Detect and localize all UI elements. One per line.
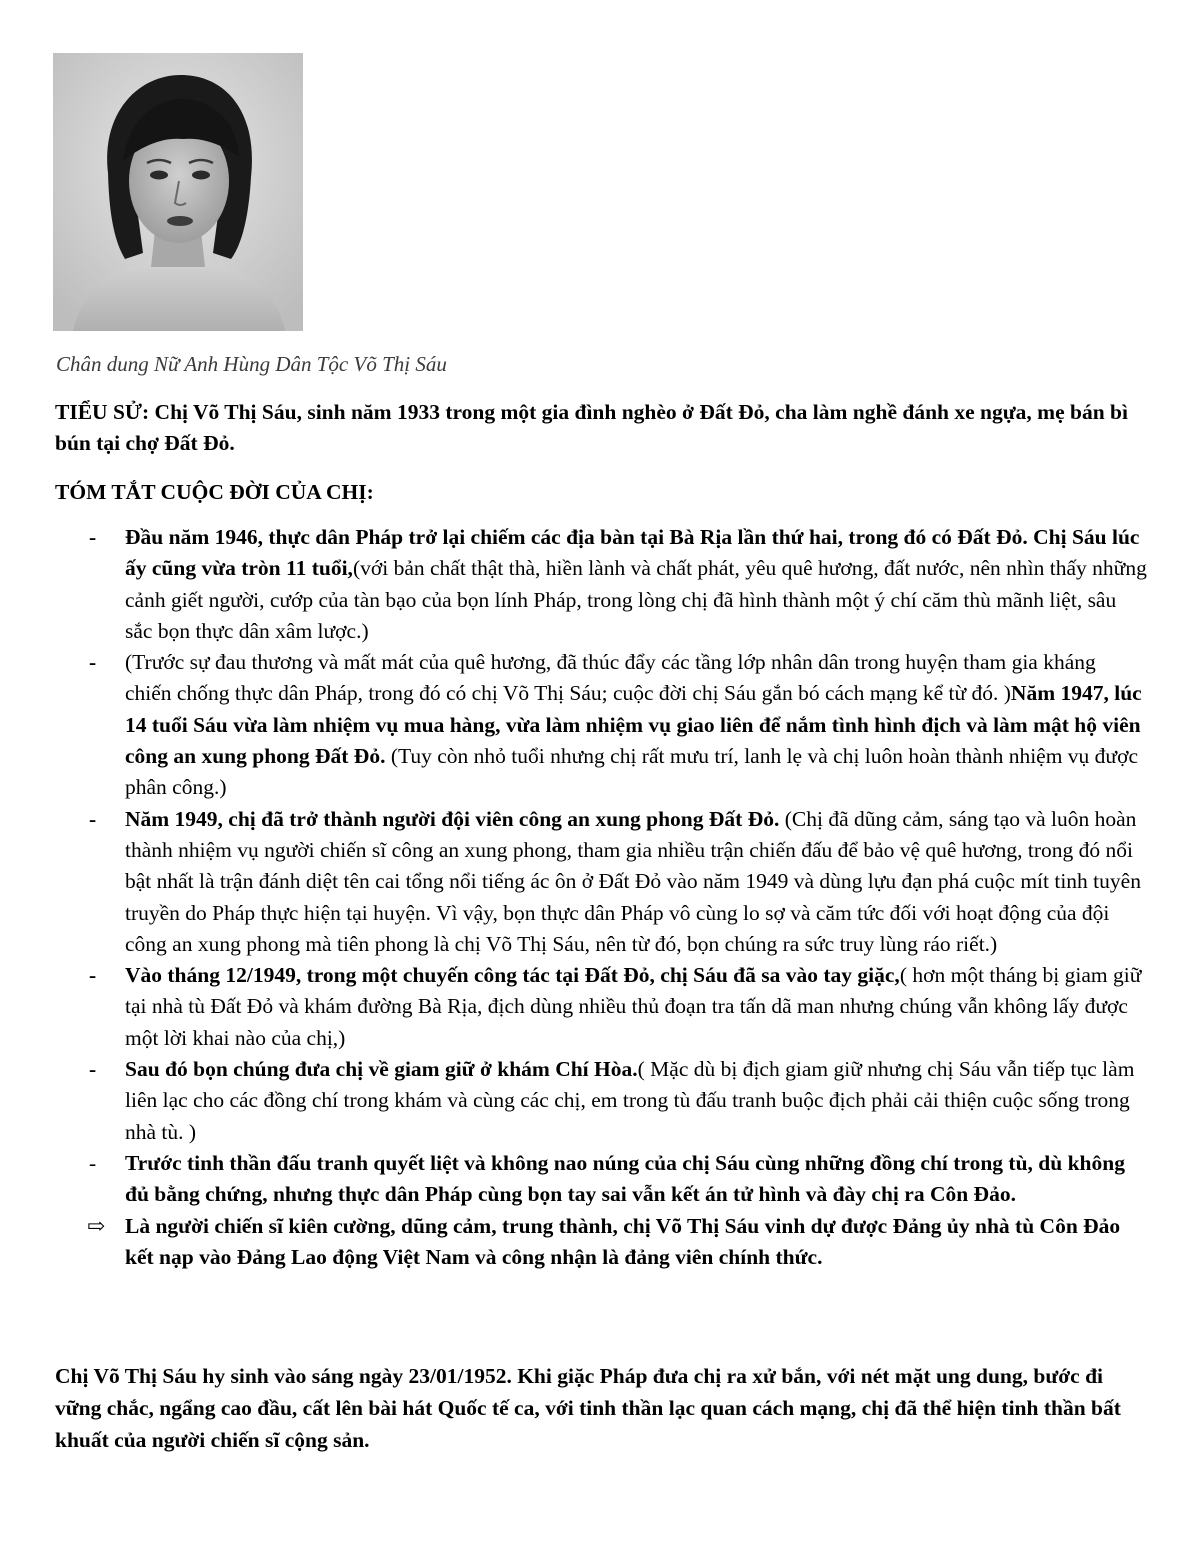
event-lead: Năm 1947, lúc 14 tuổi Sáu vừa làm nhiệm vụ mua hàng, vừa làm nhiệm vụ giao liên để nắm tình hình địch và làm mật hộ viên công an xung phong Đất Đỏ.: [125, 681, 1142, 769]
event-lead: Là người chiến sĩ kiên cường, dũng cảm, trung thành, chị Võ Thị Sáu vinh dự được Đảng ủy nhà tù Côn Đảo kết nạp vào Đảng Lao động Việt Nam và công nhận là đảng viên chính thức.: [125, 1213, 1121, 1269]
event-lead: Vào tháng 12/1949, trong một chuyến công tác tại Đất Đỏ, chị Sáu đã sa vào tay giặc,: [125, 963, 900, 988]
list-item: [85, 804, 1147, 960]
event-lead: Trước tinh thần đấu tranh quyết liệt và không nao núng của chị Sáu cùng những đồng chí trong tù, dù không đủ bằng chứng, nhưng thực dân Pháp cùng bọn tay sai vẫn kết án tử hình và đày chị ra Côn Đảo.: [125, 1150, 1125, 1207]
event-intro: (Trước sự đau thương và mất mát của quê hương, đã thúc đẩy các tầng lớp nhân dân trong huyện tham gia kháng chiến chống thực dân Pháp, trong đó có chị Võ Thị Sáu; cuộc đời chị Sáu gắn bó cách mạng kể từ đó. ): [125, 650, 1096, 706]
bullet-dash: -: [89, 963, 97, 988]
bullet-dash: -: [89, 1057, 97, 1082]
arrow-right-icon: ⇨: [87, 1213, 106, 1238]
bullet-dash: -: [89, 525, 97, 549]
bullet-dash: -: [89, 1150, 97, 1175]
life-events-list: [85, 522, 1147, 1273]
closing-paragraph: Chị Võ Thị Sáu hy sinh vào sáng ngày 23/01/1952. Khi giặc Pháp đưa chị ra xử bắn, với nét mặt ung dung, bước đi vững chắc, ngẩng cao đầu, cất lên bài hát Quốc tế ca, với tinh thần lạc quan cách mạng, chị đã thể hiện tinh thần bất khuất của người chiến sĩ cộng sản.: [55, 1364, 1121, 1452]
list-item: [85, 647, 1147, 803]
portrait-photo: [53, 53, 303, 331]
event-detail: (Tuy còn nhỏ tuổi nhưng chị rất mưu trí, lanh lẹ và chị luôn hoàn thành nhiệm vụ được phân công.): [125, 744, 1139, 800]
event-lead: Đầu năm 1946, thực dân Pháp trở lại chiếm các địa bàn tại Bà Rịa lần thứ hai, trong đó có Đất Đỏ. Chị Sáu lúc ấy cũng vừa tròn 11 tuổi,: [125, 525, 1140, 581]
list-item: [85, 1211, 1147, 1274]
bullet-dash: -: [89, 806, 97, 831]
summary-heading: TÓM TẮT CUỘC ĐỜI CỦA CHỊ:: [55, 480, 374, 504]
list-item: [85, 960, 1147, 1054]
biography-paragraph: TIỂU SỬ: Chị Võ Thị Sáu, sinh năm 1933 trong một gia đình nghèo ở Đất Đỏ, cha làm nghề đánh xe ngựa, mẹ bán bì bún tại chợ Đất Đỏ.: [55, 400, 1128, 455]
portrait-caption: Chân dung Nữ Anh Hùng Dân Tộc Võ Thị Sáu: [56, 352, 447, 376]
event-detail: ( Mặc dù bị địch giam giữ nhưng chị Sáu vẫn tiếp tục làm liên lạc cho các đồng chí trong khám và cùng các chị, em trong tù đấu tranh buộc địch phải cải thiện cuộc sống trong nhà tù. ): [125, 1057, 1135, 1144]
list-item: [85, 1054, 1147, 1148]
event-detail: ( hơn một tháng bị giam giữ tại nhà tù Đất Đỏ và khám đường Bà Rịa, địch dùng nhiều thủ đoạn tra tấn dã man nhưng chúng vẫn không lấy được một lời khai nào của chị,): [125, 963, 1142, 1050]
list-item: [85, 522, 1147, 647]
event-detail: (Chị đã dũng cảm, sáng tạo và luôn hoàn thành nhiệm vụ người chiến sĩ công an xung phong, tham gia nhiều trận chiến đấu để bảo vệ quê hương, trong đó nổi bật nhất là trận đánh diệt tên cai tổng nổi tiếng ác ôn ở Đất Đỏ vào năm 1949 và dùng lựu đạn phá cuộc mít tinh tuyên truyền do Pháp thực hiện tại huyện. Vì vậy, bọn thực dân Pháp vô cùng lo sợ và căm tức đối với hoạt động của đội công an xung phong mà tiên phong là chị Võ Thị Sáu, nên từ đó, bọn chúng ra sức truy lùng ráo riết.): [125, 806, 1141, 956]
bullet-dash: -: [89, 650, 97, 675]
event-lead: Sau đó bọn chúng đưa chị về giam giữ ở khám Chí Hòa.: [125, 1057, 638, 1082]
list-item: [85, 1148, 1147, 1211]
event-lead: Năm 1949, chị đã trở thành người đội viên công an xung phong Đất Đỏ.: [125, 806, 780, 831]
event-detail: (với bản chất thật thà, hiền lành và chất phát, yêu quê hương, đất nước, nên nhìn thấy những cảnh giết người, cướp của tàn bạo của bọn lính Pháp, trong lòng chị đã hình thành một ý chí căm thù mãnh liệt, sâu sắc bọn thực dân xâm lược.): [125, 556, 1147, 643]
